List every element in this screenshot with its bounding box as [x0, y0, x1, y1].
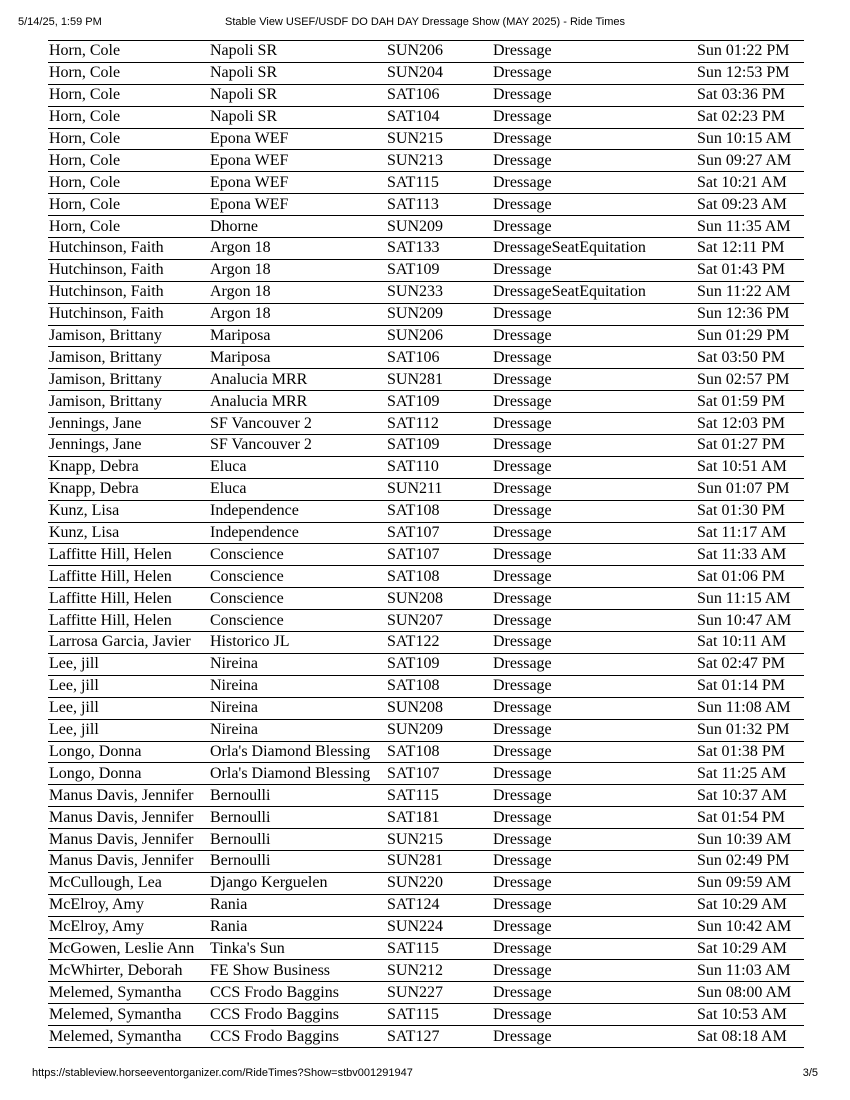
- horse-cell: Django Kerguelen: [209, 872, 386, 894]
- division-cell: Dressage: [492, 894, 696, 916]
- division-cell: Dressage: [492, 62, 696, 84]
- horse-cell: Nireina: [209, 653, 386, 675]
- ride-time-cell: Sun 10:39 AM: [696, 829, 804, 851]
- ride-time-cell: Sun 09:27 AM: [696, 150, 804, 172]
- rider-cell: Hutchinson, Faith: [48, 281, 209, 303]
- test-cell: SAT108: [386, 566, 492, 588]
- division-cell: Dressage: [492, 566, 696, 588]
- horse-cell: Argon 18: [209, 259, 386, 281]
- test-cell: SAT124: [386, 894, 492, 916]
- division-cell: Dressage: [492, 544, 696, 566]
- test-cell: SUN208: [386, 588, 492, 610]
- horse-cell: Argon 18: [209, 281, 386, 303]
- division-cell: Dressage: [492, 829, 696, 851]
- table-row: [48, 500, 804, 522]
- horse-cell: FE Show Business: [209, 960, 386, 982]
- ride-times-body: [48, 41, 804, 1048]
- ride-time-cell: Sun 12:53 PM: [696, 62, 804, 84]
- rider-cell: Knapp, Debra: [48, 456, 209, 478]
- rider-cell: Hutchinson, Faith: [48, 303, 209, 325]
- test-cell: SUN206: [386, 325, 492, 347]
- division-cell: Dressage: [492, 84, 696, 106]
- table-row: [48, 106, 804, 128]
- horse-cell: Orla's Diamond Blessing: [209, 763, 386, 785]
- rider-cell: Kunz, Lisa: [48, 500, 209, 522]
- test-cell: SAT127: [386, 1026, 492, 1048]
- division-cell: Dressage: [492, 916, 696, 938]
- ride-time-cell: Sat 10:21 AM: [696, 172, 804, 194]
- test-cell: SUN212: [386, 960, 492, 982]
- ride-time-cell: Sat 01:30 PM: [696, 500, 804, 522]
- division-cell: Dressage: [492, 960, 696, 982]
- horse-cell: Independence: [209, 522, 386, 544]
- test-cell: SAT110: [386, 456, 492, 478]
- test-cell: SUN281: [386, 850, 492, 872]
- table-row: [48, 894, 804, 916]
- rider-cell: Jamison, Brittany: [48, 391, 209, 413]
- horse-cell: CCS Frodo Baggins: [209, 1004, 386, 1026]
- division-cell: Dressage: [492, 259, 696, 281]
- rider-cell: Horn, Cole: [48, 62, 209, 84]
- rider-cell: Lee, jill: [48, 675, 209, 697]
- rider-cell: Laffitte Hill, Helen: [48, 544, 209, 566]
- table-row: [48, 435, 804, 457]
- test-cell: SAT108: [386, 741, 492, 763]
- ride-time-cell: Sat 03:50 PM: [696, 347, 804, 369]
- test-cell: SAT115: [386, 172, 492, 194]
- test-cell: SAT109: [386, 653, 492, 675]
- horse-cell: Rania: [209, 894, 386, 916]
- rider-cell: Lee, jill: [48, 697, 209, 719]
- rider-cell: Manus Davis, Jennifer: [48, 850, 209, 872]
- horse-cell: Napoli SR: [209, 84, 386, 106]
- horse-cell: Napoli SR: [209, 41, 386, 63]
- rider-cell: Longo, Donna: [48, 741, 209, 763]
- table-row: [48, 544, 804, 566]
- table-row: [48, 1026, 804, 1048]
- test-cell: SAT113: [386, 194, 492, 216]
- ride-time-cell: Sat 10:51 AM: [696, 456, 804, 478]
- table-row: [48, 1004, 804, 1026]
- ride-time-cell: Sat 11:17 AM: [696, 522, 804, 544]
- division-cell: Dressage: [492, 150, 696, 172]
- horse-cell: Analucia MRR: [209, 369, 386, 391]
- table-row: [48, 588, 804, 610]
- ride-time-cell: Sun 01:22 PM: [696, 41, 804, 63]
- division-cell: Dressage: [492, 785, 696, 807]
- table-row: [48, 916, 804, 938]
- division-cell: Dressage: [492, 128, 696, 150]
- ride-time-cell: Sat 10:29 AM: [696, 894, 804, 916]
- table-row: [48, 566, 804, 588]
- division-cell: Dressage: [492, 500, 696, 522]
- rider-cell: Horn, Cole: [48, 106, 209, 128]
- table-row: [48, 303, 804, 325]
- rider-cell: Horn, Cole: [48, 216, 209, 238]
- rider-cell: Jamison, Brittany: [48, 369, 209, 391]
- division-cell: Dressage: [492, 872, 696, 894]
- horse-cell: Nireina: [209, 719, 386, 741]
- ride-time-cell: Sun 11:15 AM: [696, 588, 804, 610]
- horse-cell: Conscience: [209, 610, 386, 632]
- ride-time-cell: Sun 10:15 AM: [696, 128, 804, 150]
- horse-cell: Bernoulli: [209, 829, 386, 851]
- rider-cell: Horn, Cole: [48, 172, 209, 194]
- division-cell: Dressage: [492, 610, 696, 632]
- ride-times-table: [48, 40, 804, 1048]
- rider-cell: Knapp, Debra: [48, 478, 209, 500]
- table-row: [48, 763, 804, 785]
- table-row: [48, 194, 804, 216]
- rider-cell: Jamison, Brittany: [48, 325, 209, 347]
- test-cell: SUN209: [386, 303, 492, 325]
- ride-time-cell: Sun 09:59 AM: [696, 872, 804, 894]
- division-cell: Dressage: [492, 413, 696, 435]
- horse-cell: Argon 18: [209, 238, 386, 260]
- test-cell: SUN206: [386, 41, 492, 63]
- table-row: [48, 719, 804, 741]
- ride-time-cell: Sat 02:47 PM: [696, 653, 804, 675]
- test-cell: SAT181: [386, 807, 492, 829]
- test-cell: SAT115: [386, 785, 492, 807]
- division-cell: Dressage: [492, 741, 696, 763]
- division-cell: Dressage: [492, 632, 696, 654]
- division-cell: Dressage: [492, 588, 696, 610]
- horse-cell: SF Vancouver 2: [209, 413, 386, 435]
- division-cell: Dressage: [492, 172, 696, 194]
- division-cell: Dressage: [492, 41, 696, 63]
- ride-time-cell: Sun 11:22 AM: [696, 281, 804, 303]
- test-cell: SAT112: [386, 413, 492, 435]
- table-row: [48, 522, 804, 544]
- test-cell: SUN224: [386, 916, 492, 938]
- test-cell: SUN211: [386, 478, 492, 500]
- table-row: [48, 610, 804, 632]
- test-cell: SAT104: [386, 106, 492, 128]
- division-cell: Dressage: [492, 106, 696, 128]
- horse-cell: Rania: [209, 916, 386, 938]
- horse-cell: Mariposa: [209, 325, 386, 347]
- horse-cell: Epona WEF: [209, 150, 386, 172]
- division-cell: Dressage: [492, 303, 696, 325]
- rider-cell: Laffitte Hill, Helen: [48, 610, 209, 632]
- table-row: [48, 741, 804, 763]
- horse-cell: SF Vancouver 2: [209, 435, 386, 457]
- table-row: [48, 150, 804, 172]
- division-cell: Dressage: [492, 982, 696, 1004]
- ride-time-cell: Sat 01:38 PM: [696, 741, 804, 763]
- ride-time-cell: Sun 08:00 AM: [696, 982, 804, 1004]
- horse-cell: Bernoulli: [209, 785, 386, 807]
- horse-cell: Eluca: [209, 478, 386, 500]
- ride-time-cell: Sat 10:37 AM: [696, 785, 804, 807]
- ride-time-cell: Sun 12:36 PM: [696, 303, 804, 325]
- division-cell: Dressage: [492, 697, 696, 719]
- rider-cell: Manus Davis, Jennifer: [48, 829, 209, 851]
- ride-time-cell: Sun 01:32 PM: [696, 719, 804, 741]
- table-row: [48, 391, 804, 413]
- horse-cell: Independence: [209, 500, 386, 522]
- table-row: [48, 41, 804, 63]
- print-date: 5/14/25, 1:59 PM: [18, 16, 102, 28]
- ride-time-cell: Sat 01:54 PM: [696, 807, 804, 829]
- table-row: [48, 347, 804, 369]
- test-cell: SUN209: [386, 719, 492, 741]
- ride-time-cell: Sun 01:29 PM: [696, 325, 804, 347]
- rider-cell: Lee, jill: [48, 719, 209, 741]
- division-cell: Dressage: [492, 478, 696, 500]
- horse-cell: CCS Frodo Baggins: [209, 982, 386, 1004]
- table-row: [48, 281, 804, 303]
- ride-time-cell: Sun 11:03 AM: [696, 960, 804, 982]
- rider-cell: McElroy, Amy: [48, 894, 209, 916]
- rider-cell: Jennings, Jane: [48, 435, 209, 457]
- horse-cell: Napoli SR: [209, 106, 386, 128]
- ride-time-cell: Sat 08:18 AM: [696, 1026, 804, 1048]
- test-cell: SUN207: [386, 610, 492, 632]
- table-row: [48, 632, 804, 654]
- test-cell: SAT106: [386, 84, 492, 106]
- rider-cell: Melemed, Symantha: [48, 1026, 209, 1048]
- table-row: [48, 850, 804, 872]
- horse-cell: CCS Frodo Baggins: [209, 1026, 386, 1048]
- division-cell: Dressage: [492, 675, 696, 697]
- division-cell: Dressage: [492, 325, 696, 347]
- test-cell: SAT108: [386, 675, 492, 697]
- horse-cell: Nireina: [209, 697, 386, 719]
- ride-time-cell: Sat 03:36 PM: [696, 84, 804, 106]
- rider-cell: Laffitte Hill, Helen: [48, 566, 209, 588]
- test-cell: SAT107: [386, 544, 492, 566]
- test-cell: SAT106: [386, 347, 492, 369]
- test-cell: SUN233: [386, 281, 492, 303]
- division-cell: Dressage: [492, 347, 696, 369]
- table-row: [48, 653, 804, 675]
- rider-cell: Longo, Donna: [48, 763, 209, 785]
- table-row: [48, 675, 804, 697]
- rider-cell: McWhirter, Deborah: [48, 960, 209, 982]
- test-cell: SUN208: [386, 697, 492, 719]
- rider-cell: Hutchinson, Faith: [48, 238, 209, 260]
- horse-cell: Nireina: [209, 675, 386, 697]
- table-row: [48, 62, 804, 84]
- table-row: [48, 216, 804, 238]
- ride-time-cell: Sun 11:08 AM: [696, 697, 804, 719]
- table-row: [48, 128, 804, 150]
- rider-cell: Horn, Cole: [48, 41, 209, 63]
- division-cell: Dressage: [492, 938, 696, 960]
- test-cell: SUN204: [386, 62, 492, 84]
- ride-time-cell: Sat 02:23 PM: [696, 106, 804, 128]
- rider-cell: Jamison, Brittany: [48, 347, 209, 369]
- rider-cell: Manus Davis, Jennifer: [48, 807, 209, 829]
- test-cell: SUN220: [386, 872, 492, 894]
- test-cell: SUN215: [386, 829, 492, 851]
- ride-time-cell: Sat 01:14 PM: [696, 675, 804, 697]
- ride-time-cell: Sat 01:27 PM: [696, 435, 804, 457]
- ride-time-cell: Sat 10:53 AM: [696, 1004, 804, 1026]
- horse-cell: Historico JL: [209, 632, 386, 654]
- table-row: [48, 697, 804, 719]
- horse-cell: Orla's Diamond Blessing: [209, 741, 386, 763]
- rider-cell: McCullough, Lea: [48, 872, 209, 894]
- rider-cell: Hutchinson, Faith: [48, 259, 209, 281]
- rider-cell: Horn, Cole: [48, 150, 209, 172]
- ride-time-cell: Sat 12:11 PM: [696, 238, 804, 260]
- table-row: [48, 938, 804, 960]
- division-cell: Dressage: [492, 1026, 696, 1048]
- ride-time-cell: Sat 01:06 PM: [696, 566, 804, 588]
- ride-time-cell: Sun 02:49 PM: [696, 850, 804, 872]
- ride-time-cell: Sun 02:57 PM: [696, 369, 804, 391]
- rider-cell: McGowen, Leslie Ann: [48, 938, 209, 960]
- horse-cell: Epona WEF: [209, 128, 386, 150]
- rider-cell: Horn, Cole: [48, 84, 209, 106]
- division-cell: Dressage: [492, 194, 696, 216]
- horse-cell: Argon 18: [209, 303, 386, 325]
- division-cell: Dressage: [492, 1004, 696, 1026]
- division-cell: Dressage: [492, 653, 696, 675]
- ride-time-cell: Sat 11:33 AM: [696, 544, 804, 566]
- table-row: [48, 872, 804, 894]
- table-row: [48, 807, 804, 829]
- rider-cell: Kunz, Lisa: [48, 522, 209, 544]
- test-cell: SAT115: [386, 1004, 492, 1026]
- rider-cell: Jennings, Jane: [48, 413, 209, 435]
- ride-time-cell: Sun 11:35 AM: [696, 216, 804, 238]
- ride-time-cell: Sat 10:11 AM: [696, 632, 804, 654]
- division-cell: Dressage: [492, 391, 696, 413]
- horse-cell: Conscience: [209, 544, 386, 566]
- division-cell: Dressage: [492, 763, 696, 785]
- ride-time-cell: Sat 11:25 AM: [696, 763, 804, 785]
- ride-time-cell: Sun 10:42 AM: [696, 916, 804, 938]
- table-row: [48, 413, 804, 435]
- table-row: [48, 238, 804, 260]
- rider-cell: Manus Davis, Jennifer: [48, 785, 209, 807]
- page-number: 3/5: [802, 1067, 818, 1079]
- rider-cell: Melemed, Symantha: [48, 1004, 209, 1026]
- test-cell: SAT109: [386, 259, 492, 281]
- division-cell: Dressage: [492, 435, 696, 457]
- test-cell: SAT133: [386, 238, 492, 260]
- rider-cell: Horn, Cole: [48, 128, 209, 150]
- test-cell: SAT115: [386, 938, 492, 960]
- page-title: Stable View USEF/USDF DO DAH DAY Dressage Show (MAY 2025) - Ride Times: [224, 16, 625, 28]
- division-cell: Dressage: [492, 369, 696, 391]
- division-cell: DressageSeatEquitation: [492, 281, 696, 303]
- table-row: [48, 259, 804, 281]
- division-cell: Dressage: [492, 719, 696, 741]
- rider-cell: Laffitte Hill, Helen: [48, 588, 209, 610]
- table-row: [48, 456, 804, 478]
- rider-cell: Melemed, Symantha: [48, 982, 209, 1004]
- ride-time-cell: Sun 01:07 PM: [696, 478, 804, 500]
- table-row: [48, 369, 804, 391]
- ride-time-cell: Sat 12:03 PM: [696, 413, 804, 435]
- horse-cell: Tinka's Sun: [209, 938, 386, 960]
- division-cell: Dressage: [492, 216, 696, 238]
- division-cell: Dressage: [492, 807, 696, 829]
- table-row: [48, 960, 804, 982]
- test-cell: SUN213: [386, 150, 492, 172]
- horse-cell: Eluca: [209, 456, 386, 478]
- horse-cell: Napoli SR: [209, 62, 386, 84]
- division-cell: Dressage: [492, 456, 696, 478]
- rider-cell: Horn, Cole: [48, 194, 209, 216]
- table-row: [48, 829, 804, 851]
- horse-cell: Epona WEF: [209, 194, 386, 216]
- test-cell: SUN209: [386, 216, 492, 238]
- test-cell: SUN227: [386, 982, 492, 1004]
- division-cell: DressageSeatEquitation: [492, 238, 696, 260]
- test-cell: SAT109: [386, 391, 492, 413]
- ride-time-cell: Sun 10:47 AM: [696, 610, 804, 632]
- horse-cell: Conscience: [209, 588, 386, 610]
- ride-time-cell: Sat 09:23 AM: [696, 194, 804, 216]
- table-row: [48, 172, 804, 194]
- test-cell: SAT122: [386, 632, 492, 654]
- horse-cell: Dhorne: [209, 216, 386, 238]
- division-cell: Dressage: [492, 522, 696, 544]
- ride-time-cell: Sat 10:29 AM: [696, 938, 804, 960]
- rider-cell: Lee, jill: [48, 653, 209, 675]
- horse-cell: Mariposa: [209, 347, 386, 369]
- horse-cell: Conscience: [209, 566, 386, 588]
- test-cell: SAT107: [386, 522, 492, 544]
- ride-time-cell: Sat 01:59 PM: [696, 391, 804, 413]
- page-url: https://stableview.horseeventorganizer.com/RideTimes?Show=stbv001291947: [32, 1067, 413, 1079]
- table-row: [48, 84, 804, 106]
- table-row: [48, 982, 804, 1004]
- rider-cell: McElroy, Amy: [48, 916, 209, 938]
- horse-cell: Epona WEF: [209, 172, 386, 194]
- table-row: [48, 478, 804, 500]
- table-row: [48, 785, 804, 807]
- ride-time-cell: Sat 01:43 PM: [696, 259, 804, 281]
- table-row: [48, 325, 804, 347]
- test-cell: SAT107: [386, 763, 492, 785]
- horse-cell: Bernoulli: [209, 850, 386, 872]
- horse-cell: Bernoulli: [209, 807, 386, 829]
- horse-cell: Analucia MRR: [209, 391, 386, 413]
- test-cell: SAT109: [386, 435, 492, 457]
- test-cell: SUN281: [386, 369, 492, 391]
- test-cell: SUN215: [386, 128, 492, 150]
- division-cell: Dressage: [492, 850, 696, 872]
- rider-cell: Larrosa Garcia, Javier: [48, 632, 209, 654]
- test-cell: SAT108: [386, 500, 492, 522]
